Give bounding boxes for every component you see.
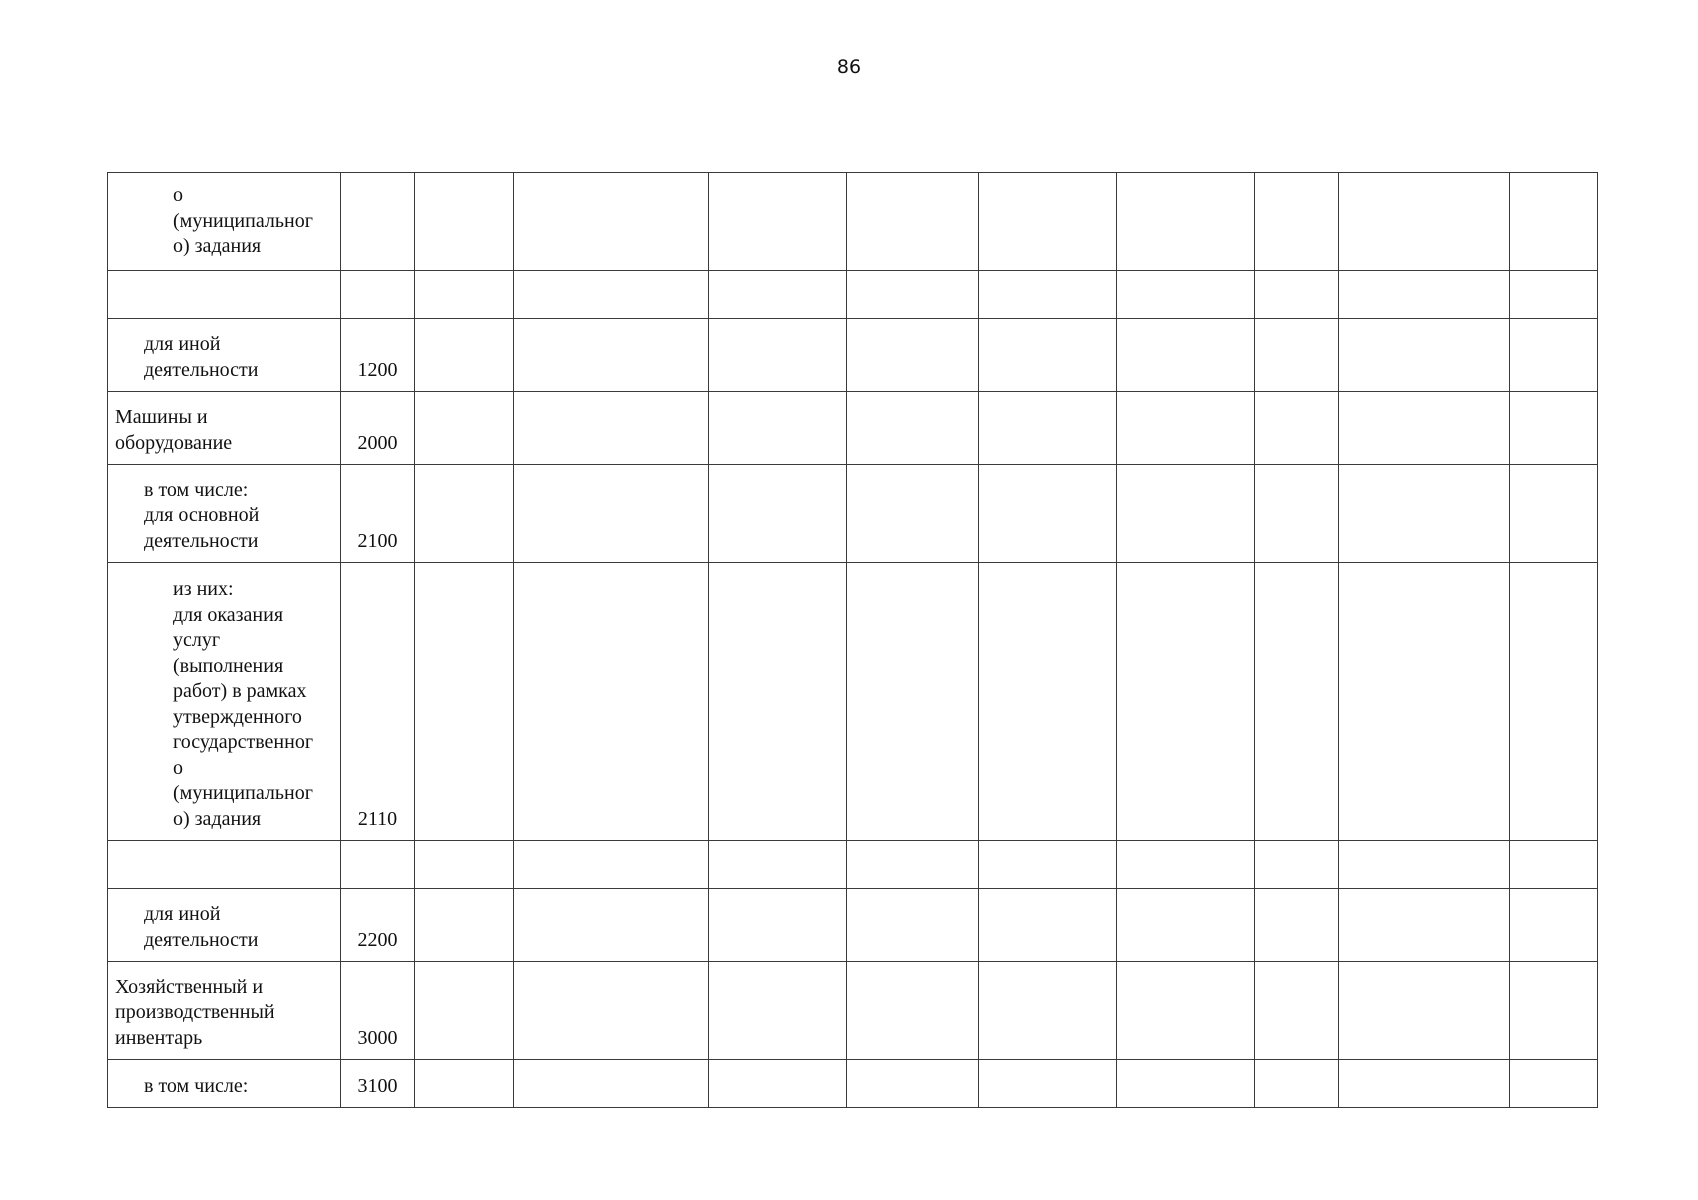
data-cell: [514, 1060, 709, 1108]
row-name-cell: в том числе: для основной деятельности: [108, 465, 341, 563]
table-row: [108, 1060, 1598, 1108]
table-row: [108, 392, 1598, 465]
data-cell: [1510, 465, 1598, 563]
data-cell: [1255, 1060, 1339, 1108]
data-cell: [415, 889, 514, 962]
data-cell: [1339, 1060, 1510, 1108]
row-code-cell: 1200: [341, 319, 415, 392]
data-cell: [1510, 173, 1598, 271]
data-cell: [709, 319, 847, 392]
data-cell: [1339, 173, 1510, 271]
data-cell: [514, 392, 709, 465]
data-cell: [1255, 319, 1339, 392]
data-cell: [1339, 465, 1510, 563]
data-cell: [1510, 889, 1598, 962]
data-cell: [1339, 271, 1510, 319]
data-cell: [415, 841, 514, 889]
data-cell: [847, 962, 979, 1060]
data-cell: [1339, 319, 1510, 392]
data-cell: [1117, 841, 1255, 889]
row-name-cell: из них: для оказания услуг (выполнения работ) в рамках утвержденного государственног о (муниципальног о) задания: [108, 563, 341, 841]
data-cell: [1117, 392, 1255, 465]
data-cell: [415, 563, 514, 841]
data-cell: [847, 563, 979, 841]
data-cell: [979, 271, 1117, 319]
data-cell: [709, 889, 847, 962]
data-cell: [1255, 392, 1339, 465]
data-cell: [415, 962, 514, 1060]
data-cell: [979, 889, 1117, 962]
data-cell: [979, 1060, 1117, 1108]
data-cell: [415, 271, 514, 319]
data-cell: [1117, 465, 1255, 563]
data-cell: [1255, 889, 1339, 962]
table-row: [108, 962, 1598, 1060]
row-code-cell: 2100: [341, 465, 415, 563]
data-cell: [979, 173, 1117, 271]
data-cell: [514, 319, 709, 392]
data-cell: [1510, 271, 1598, 319]
data-cell: [1510, 563, 1598, 841]
data-cell: [847, 841, 979, 889]
row-code-cell: [341, 841, 415, 889]
data-cell: [1117, 1060, 1255, 1108]
data-cell: [514, 465, 709, 563]
data-cell: [709, 1060, 847, 1108]
data-cell: [979, 392, 1117, 465]
data-cell: [1510, 319, 1598, 392]
data-cell: [1510, 841, 1598, 889]
data-cell: [979, 841, 1117, 889]
data-cell: [1117, 319, 1255, 392]
row-name-cell: Машины и оборудование: [108, 392, 341, 465]
data-cell: [979, 465, 1117, 563]
report-table: [107, 172, 1598, 1108]
data-cell: [1255, 841, 1339, 889]
data-cell: [709, 173, 847, 271]
data-cell: [1510, 392, 1598, 465]
table-row: [108, 173, 1598, 271]
data-cell: [1255, 271, 1339, 319]
data-cell: [1117, 173, 1255, 271]
row-name-cell: Хозяйственный и производственный инвентарь: [108, 962, 341, 1060]
data-cell: [979, 563, 1117, 841]
row-name-cell: для иной деятельности: [108, 319, 341, 392]
row-name-cell: [108, 841, 341, 889]
row-code-cell: [341, 173, 415, 271]
data-cell: [1117, 889, 1255, 962]
table-row: [108, 465, 1598, 563]
data-cell: [709, 271, 847, 319]
row-name-cell: [108, 271, 341, 319]
page-number: 86: [836, 56, 862, 78]
table-row: [108, 271, 1598, 319]
data-cell: [709, 841, 847, 889]
row-code-cell: 2110: [341, 563, 415, 841]
row-name-cell: о (муниципальног о) задания: [108, 173, 341, 271]
table-row: [108, 319, 1598, 392]
data-cell: [1255, 465, 1339, 563]
data-cell: [514, 173, 709, 271]
table-row: [108, 889, 1598, 962]
data-cell: [514, 889, 709, 962]
data-cell: [514, 563, 709, 841]
data-cell: [1339, 962, 1510, 1060]
data-cell: [709, 392, 847, 465]
data-cell: [514, 962, 709, 1060]
row-name-cell: для иной деятельности: [108, 889, 341, 962]
data-cell: [847, 889, 979, 962]
data-cell: [1255, 563, 1339, 841]
data-cell: [709, 563, 847, 841]
row-name-cell: в том числе:: [108, 1060, 341, 1108]
row-code-cell: [341, 271, 415, 319]
row-code-cell: 3100: [341, 1060, 415, 1108]
data-cell: [847, 271, 979, 319]
row-code-cell: 2000: [341, 392, 415, 465]
table-row: [108, 563, 1598, 841]
data-cell: [979, 962, 1117, 1060]
data-cell: [847, 173, 979, 271]
data-cell: [1117, 271, 1255, 319]
data-cell: [709, 962, 847, 1060]
data-cell: [1510, 962, 1598, 1060]
data-cell: [709, 465, 847, 563]
data-cell: [1255, 173, 1339, 271]
table-row: [108, 841, 1598, 889]
data-cell: [415, 319, 514, 392]
data-cell: [847, 319, 979, 392]
row-code-cell: 2200: [341, 889, 415, 962]
data-cell: [514, 271, 709, 319]
data-cell: [1339, 889, 1510, 962]
data-cell: [415, 173, 514, 271]
data-cell: [847, 465, 979, 563]
data-cell: [1510, 1060, 1598, 1108]
data-cell: [1117, 563, 1255, 841]
data-cell: [415, 465, 514, 563]
data-cell: [1255, 962, 1339, 1060]
data-cell: [1339, 841, 1510, 889]
data-cell: [1339, 392, 1510, 465]
data-cell: [514, 841, 709, 889]
data-cell: [847, 392, 979, 465]
data-cell: [1117, 962, 1255, 1060]
row-code-cell: 3000: [341, 962, 415, 1060]
data-cell: [847, 1060, 979, 1108]
data-cell: [415, 392, 514, 465]
data-cell: [979, 319, 1117, 392]
data-cell: [1339, 563, 1510, 841]
data-cell: [415, 1060, 514, 1108]
